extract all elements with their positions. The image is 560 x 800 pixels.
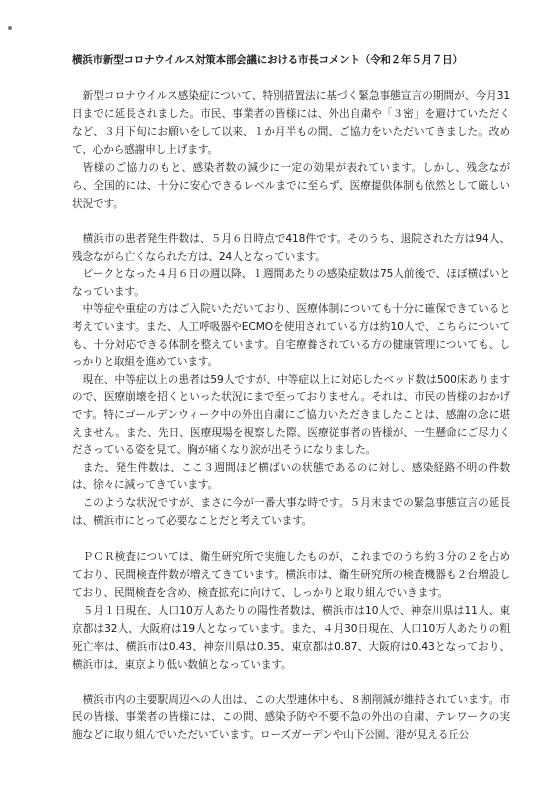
paragraph: 横浜市内の主要駅周辺への人出は、この大型連休中も、８割削減が維持されています。市民の皆様、事業者の皆様には、この間、感染予防や不要不急の外出の自粛、テレワークの実施などに取り組んでいただいています。ローズガーデンや山下公園、港が見える丘公 — [72, 694, 510, 741]
paragraph: ５月１日現在、人口10万人あたりの陽性者数は、横浜市は10人で、神奈川県は11人、東京都は32人、大阪府は19人となっています。また、４月30日現在、人口10万人あたりの粗死亡率は、横浜市は0.43、神奈川県は0.35、東京都は0.87、大阪府は0.43となっており、横浜市は、東京より低い数値となっています。 — [72, 605, 510, 672]
paragraph: このような状況ですが、まさに今が一番大事な時です。５月末までの緊急事態宣言の延長は、横浜市にとって必要なことだと考えています。 — [72, 496, 510, 527]
paragraph: 現在、中等症以上の患者は59人ですが、中等症以上に対応したベッド数は500床ありますので、医療崩壊を招くといった状況にまで至っておりません。それは、市民の皆様のおかげです。特にゴールデンウィーク中の外出自粛にご協力いただきましたことは、感謝の念に堪えません。また、先日、医療現場を視察した際、医療従事者の皆様が、一生懸命にご尽力くださっている姿を見て、胸が痛くなり涙が出そうになりました。 — [72, 373, 510, 457]
section-patient-status — [72, 231, 510, 530]
document-title: 横浜市新型コロナウイルス対策本部会議における市長コメント（令和２年５月７日） — [72, 54, 463, 66]
scan-mark — [8, 26, 12, 30]
section-foot-traffic — [72, 692, 510, 744]
paragraph: 中等症や重症の方はご入院いただいており、医療体制についても十分に確保できていると考えています。また、人工呼吸器やECMOを使用されている方は約10人で、こちらについても、十分対応できる体制を整えています。自宅療養されている方の健康管理についても、しっかりと取組を進めています。 — [72, 303, 510, 369]
paragraph: 新型コロナウイルス感染症について、特別措置法に基づく緊急事態宣言の期間が、今月31日までに延長されました。市民、事業者の皆様には、外出自粛や「３密」を避けていただくなど、３月下旬にお願いをして以来、１か月半もの間、ご協力をいただいてきました。改めて、心から感謝申し上げます。 — [72, 90, 510, 156]
paragraph: ピークとなった４月６日の週以降、１週間あたりの感染症数は75人前後で、ほぼ横ばいとなっています。 — [72, 268, 510, 298]
paragraph: ＰＣＲ検査については、衛生研究所で実施したものが、これまでのうち約３分の２を占めており、民間検査件数が増えてきています。横浜市は、衛生研究所の検査機器も２台増設しており、民間検査を含め、検査拡充に向けて、しっかりと取り組んでいきます。 — [72, 551, 510, 600]
paragraph: 皆様のご協力のもと、感染者数の減少に一定の効果が表れています。しかし、残念ながら、全国的には、十分に安心できるレベルまでに至らず、医療提供体制も依然として厳しい状況です。 — [72, 162, 510, 210]
section-pcr-testing — [72, 548, 510, 674]
section-emergency-extension — [72, 87, 510, 213]
paragraph: また、発生件数は、ここ３週間ほど横ばいの状態であるのに対し、感染経路不明の件数は、徐々に減ってきています。 — [72, 461, 510, 492]
paragraph: 横浜市の患者発生件数は、５月６日時点で418件です。そのうち、退院された方は94人、残念ながら亡くなられた方は、24人となっています。 — [72, 233, 510, 263]
